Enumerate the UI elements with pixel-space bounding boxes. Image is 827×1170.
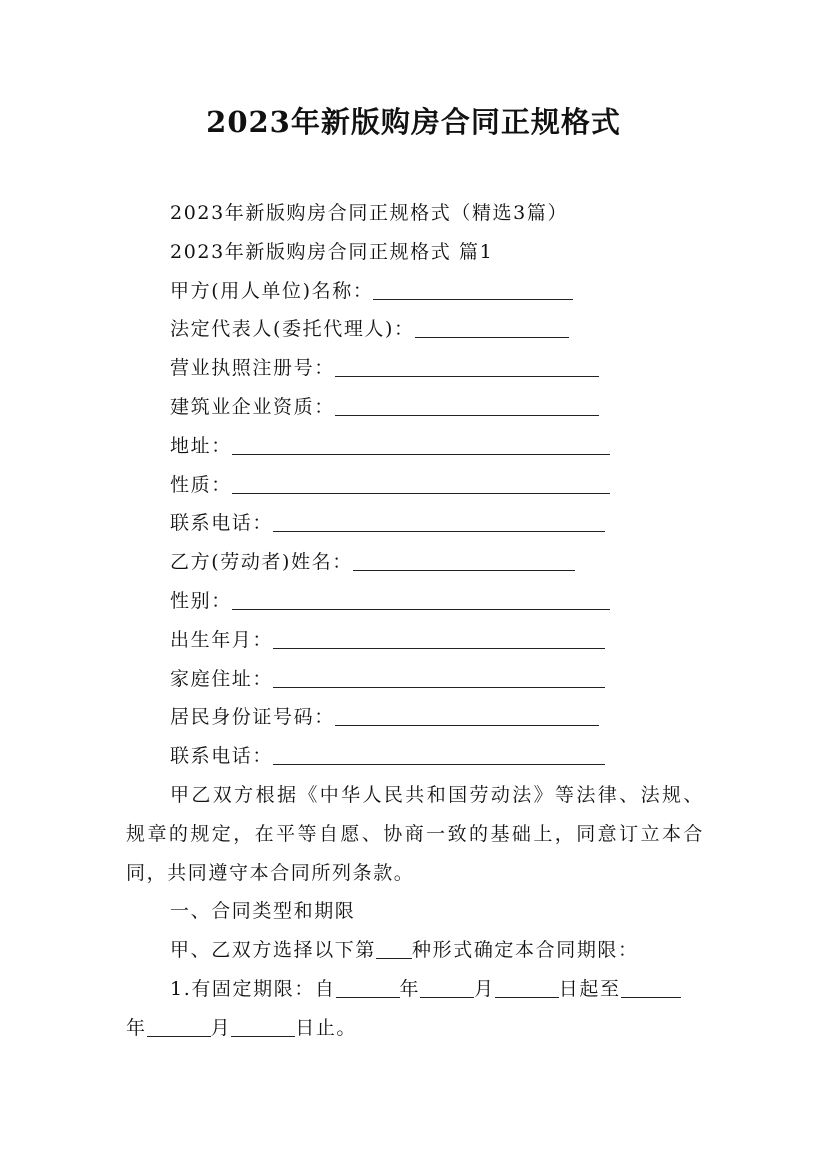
- fill-blank: [232, 585, 610, 610]
- field-label: 性质：: [170, 473, 232, 496]
- fill-blank: [376, 934, 412, 959]
- fill-blank: [373, 275, 573, 300]
- clause-heading: 一、合同类型和期限: [170, 900, 356, 923]
- fill-blank: [336, 973, 400, 998]
- fill-blank: [273, 663, 605, 688]
- term-item-text: 年: [399, 977, 421, 1000]
- fill-blank: [495, 973, 559, 998]
- field-label: 出生年月：: [170, 628, 274, 651]
- fill-blank: [353, 546, 575, 571]
- field-row: [126, 660, 704, 699]
- field-row: [126, 621, 704, 660]
- field-label: 法定代表人(委托代理人)：: [170, 318, 415, 341]
- field-row: [126, 582, 704, 621]
- clause-intro-text: 甲、乙双方选择以下第: [170, 939, 377, 962]
- field-row: [126, 543, 704, 582]
- field-row: [126, 427, 704, 466]
- fill-blank: [232, 469, 610, 494]
- field-row: [126, 504, 704, 543]
- term-item-text: 月: [210, 1016, 232, 1039]
- field-label: 建筑业企业资质：: [170, 395, 335, 418]
- term-item-text: 1.有固定期限：自: [170, 977, 336, 1000]
- clause-intro-text: 种形式确定本合同期限：: [412, 939, 639, 962]
- fill-blank: [273, 507, 605, 532]
- term-item-text: 月: [474, 977, 495, 1000]
- document-subtitle: 2023年新版购房合同正规格式（精选3篇）: [170, 202, 569, 224]
- term-item-text: 年: [126, 1016, 147, 1039]
- term-item-1: [126, 970, 704, 1009]
- field-row: [126, 310, 704, 349]
- fill-blank: [147, 1012, 211, 1037]
- field-row: [126, 737, 704, 776]
- term-item-1-continued: [126, 1009, 704, 1048]
- field-row: [126, 349, 704, 388]
- fill-blank: [415, 313, 569, 338]
- field-row: [126, 466, 704, 505]
- fill-blank: [335, 391, 599, 416]
- document-title: 2023年新版购房合同正规格式: [206, 105, 621, 139]
- field-row: [126, 698, 704, 737]
- field-label: 联系电话：: [170, 512, 274, 535]
- term-item-text: 日起至: [558, 977, 621, 1000]
- field-row: [126, 272, 704, 311]
- clause-intro: [126, 931, 704, 970]
- document-body: [126, 194, 704, 1048]
- field-label: 联系电话：: [170, 745, 274, 768]
- field-row: [126, 388, 704, 427]
- fill-blank: [335, 701, 599, 726]
- term-item-text: 日止。: [295, 1016, 358, 1039]
- fill-blank: [273, 740, 605, 765]
- section-heading: 2023年新版购房合同正规格式 篇1: [170, 240, 494, 263]
- fill-blank: [232, 430, 610, 455]
- field-label: 地址：: [170, 434, 232, 457]
- fill-blank: [273, 624, 605, 649]
- field-label: 家庭住址：: [170, 667, 274, 690]
- field-label: 甲方(用人单位)名称：: [170, 279, 374, 302]
- fill-blank: [335, 352, 599, 377]
- fill-blank: [420, 973, 474, 998]
- fill-blank: [621, 973, 681, 998]
- field-label: 居民身份证号码：: [170, 706, 335, 729]
- agreement-paragraph: 甲乙双方根据《中华人民共和国劳动法》等法律、法规、规章的规定，在平等自愿、协商一致的基础上，同意订立本合同，共同遵守本合同所列条款。: [126, 783, 704, 884]
- field-label: 营业执照注册号：: [170, 357, 335, 380]
- field-label: 性别：: [170, 589, 232, 612]
- fill-blank: [231, 1012, 295, 1037]
- field-label: 乙方(劳动者)姓名：: [170, 551, 353, 574]
